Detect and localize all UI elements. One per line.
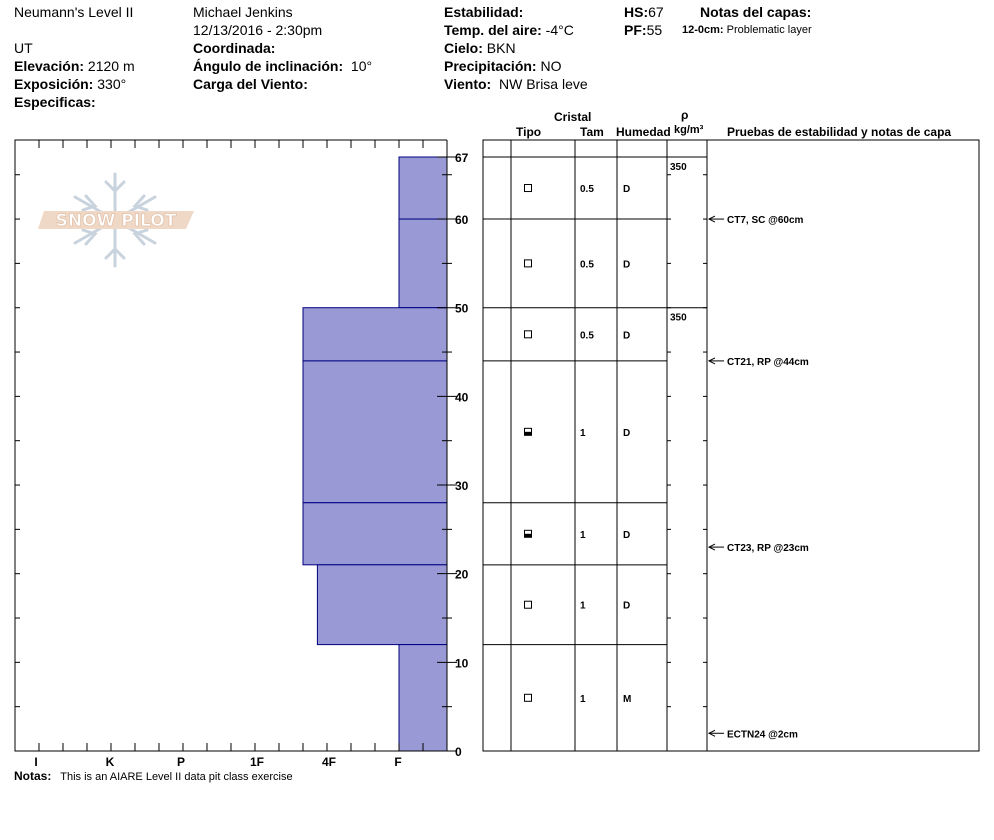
depth-tick-label: 67 [455, 151, 469, 165]
crystal-type-header: Tipo [516, 125, 542, 139]
stability-test-label: CT21, RP @44cm [727, 356, 809, 368]
air-temp-value: -4°C [545, 22, 574, 38]
moisture-value: D [623, 600, 631, 612]
air-temp-label: Temp. del aire: [444, 22, 542, 38]
hardness-scale-label: 4F [321, 755, 337, 769]
hardness-scale-label: P [176, 755, 186, 769]
observer: Michael Jenkins [193, 4, 293, 20]
pit-title: Neumann's Level II [14, 4, 134, 20]
location: UT [14, 40, 33, 56]
crystal-size-header: Tam [580, 125, 604, 139]
density-symbol: ρ [681, 108, 689, 122]
crystal-size: 0.5 [580, 184, 594, 196]
density-unit: kg/m³ [674, 124, 704, 136]
rounding-facet-fill [525, 534, 531, 538]
moisture-value: D [623, 529, 631, 541]
stability-test-label: ECTN24 @2cm [727, 729, 798, 741]
crystal-size: 1 [580, 693, 586, 705]
moisture-value: M [623, 693, 632, 705]
stability-label: Estabilidad: [444, 4, 524, 20]
slope-label: Ángulo de inclinación: [193, 58, 344, 74]
moisture-value: D [623, 184, 631, 196]
layer-table [483, 140, 979, 751]
hardness-scale-label: F [394, 755, 402, 769]
faceted-crystal-icon [525, 185, 532, 192]
crystal-header: Cristal [554, 110, 592, 124]
elevation-label: Elevación: [14, 58, 85, 74]
slope-value: 10° [350, 58, 373, 74]
specifics-label: Especificas: [14, 94, 96, 110]
crystal-size: 1 [580, 529, 586, 541]
depth-tick-label: 40 [455, 390, 469, 405]
moisture-header: Humedad [616, 125, 671, 139]
wind-load-label: Carga del Viento: [193, 76, 308, 92]
wind-label: Viento: [444, 76, 492, 92]
pf-label: PF: [624, 22, 647, 38]
coordinates-label: Coordinada: [193, 40, 276, 56]
crystal-size: 1 [580, 600, 586, 612]
hardness-scale-label: 1F [249, 755, 265, 769]
hardness-bar [399, 219, 447, 308]
depth-tick-label: 0 [455, 745, 462, 759]
crystal-size: 1 [580, 427, 586, 439]
tests-header: Pruebas de estabilidad y notas de capa [727, 125, 952, 139]
hardness-bar [399, 157, 447, 219]
wind-value: NW Brisa leve [498, 76, 588, 92]
faceted-crystal-icon [525, 331, 532, 338]
hs-value: 67 [648, 4, 664, 20]
hardness-scale-label: I [34, 755, 38, 769]
crystal-size: 0.5 [580, 259, 594, 271]
depth-tick-label: 50 [455, 301, 469, 316]
layer-note-range: 12-0cm: [682, 24, 724, 36]
layer-note-text: Problematic layer [726, 24, 812, 36]
hardness-bar [303, 503, 447, 565]
stability-test-label: CT23, RP @23cm [727, 543, 809, 555]
aspect-value: 330° [97, 76, 127, 92]
notes-text: This is an AIARE Level II data pit class exercise [60, 771, 293, 783]
elevation-value: 2120 m [87, 58, 135, 74]
density-value: 350 [670, 162, 687, 173]
moisture-value: D [623, 259, 631, 271]
depth-tick-label: 30 [455, 479, 469, 494]
precip-label: Precipitación: [444, 58, 537, 74]
hardness-bar [399, 645, 447, 751]
hardness-bar [303, 308, 447, 361]
aspect-label: Exposición: [14, 76, 94, 92]
hardness-scale-label: K [105, 755, 115, 769]
hardness-bar [303, 361, 447, 503]
snowpilot-logo [38, 174, 194, 266]
layer-notes-title: Notas del capas: [700, 4, 812, 20]
moisture-value: D [623, 427, 631, 439]
notes-label: Notas: [14, 769, 52, 783]
sky-label: Cielo: [444, 40, 483, 56]
moisture-value: D [623, 330, 631, 342]
depth-tick-label: 20 [455, 567, 469, 582]
hardness-bar [317, 565, 447, 645]
hs-label: HS: [624, 4, 649, 20]
depth-tick-label: 10 [455, 656, 469, 671]
depth-tick-label: 60 [455, 213, 469, 228]
hardness-bars [303, 157, 447, 751]
pf-value: 55 [646, 22, 663, 38]
datetime: 12/13/2016 - 2:30pm [193, 22, 323, 38]
faceted-crystal-icon [525, 694, 532, 701]
table-frame [483, 140, 979, 751]
crystal-size: 0.5 [580, 330, 594, 342]
precip-value: NO [540, 58, 562, 74]
logo-text: SNOW PILOT [55, 211, 177, 231]
density-value: 350 [670, 312, 687, 324]
faceted-crystal-icon [525, 601, 532, 608]
rounding-facet-fill [525, 432, 531, 436]
faceted-crystal-icon [525, 260, 532, 267]
stability-test-label: CT7, SC @60cm [727, 215, 804, 227]
sky-value: BKN [486, 40, 516, 56]
